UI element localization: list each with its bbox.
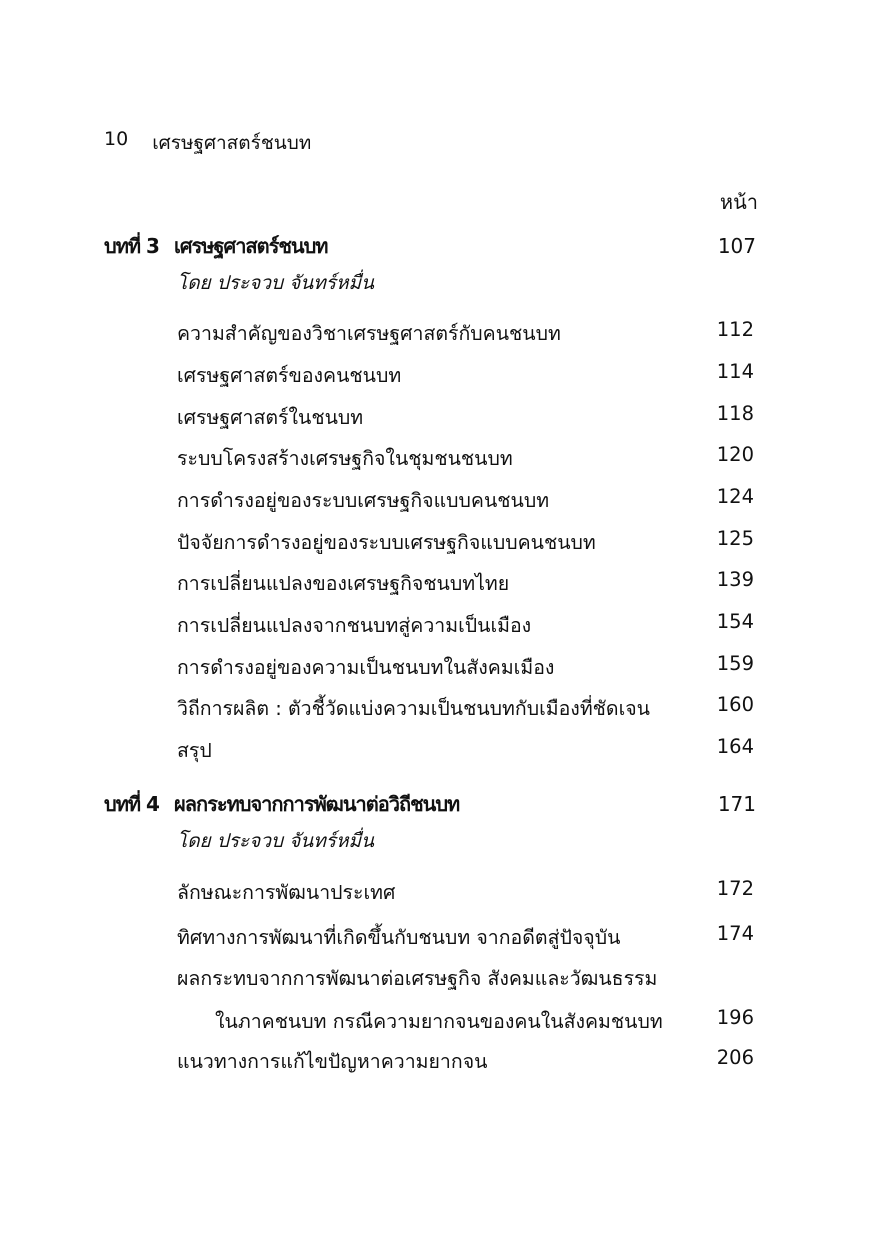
toc-entry-title: ความสำคัญของวิชาเศรษฐศาสตร์กับคนชนบท	[177, 322, 561, 345]
chapter-page: 171	[717, 792, 756, 816]
toc-entry-page: 120	[716, 443, 754, 466]
toc-entry	[177, 360, 754, 391]
chapter-author: โดย ประจวบ จันทร์หมื่น	[177, 830, 374, 852]
toc-entry-page: 114	[716, 360, 754, 383]
toc-entry-title: การเปลี่ยนแปลงของเศรษฐกิจชนบทไทย	[177, 572, 510, 595]
toc-entry-title: วิถีการผลิต : ตัวชี้วัดแบ่งความเป็นชนบทกับเมืองที่ชัดเจน	[177, 697, 650, 720]
toc-entry-title: เศรษฐศาสตร์ในชนบท	[177, 406, 364, 429]
toc-entry-title: ผลกระทบจากการพัฒนาต่อเศรษฐกิจ สังคมและวัฒนธรรม	[177, 967, 658, 990]
chapter-author: โดย ประจวบ จันทร์หมื่น	[177, 272, 374, 294]
toc-entry	[177, 610, 754, 641]
toc-entry	[177, 735, 754, 766]
toc-entry-title: การดำรงอยู่ของระบบเศรษฐกิจแบบคนชนบท	[177, 489, 550, 512]
toc-entry-page: 172	[716, 877, 754, 900]
toc-entry-page: 160	[716, 693, 754, 716]
running-head	[104, 128, 311, 158]
toc-entry-page: 159	[716, 652, 754, 675]
toc-entry	[177, 877, 754, 908]
chapter-label: บทที่ 3	[104, 234, 159, 258]
toc-entry	[177, 652, 754, 683]
toc-entry-page: 154	[716, 610, 754, 633]
toc-entry	[177, 318, 754, 349]
toc-entry-page: 174	[716, 922, 754, 945]
toc-entry	[177, 485, 754, 516]
toc-entry-title: ลักษณะการพัฒนาประเทศ	[177, 881, 396, 904]
toc-entry-page: 112	[716, 318, 754, 341]
toc-entry-title: เศรษฐศาสตร์ของคนชนบท	[177, 364, 402, 387]
toc-entry-title-continued: ในภาคชนบท กรณีความยากจนของคนในสังคมชนบท	[215, 1010, 663, 1033]
toc-entry-title: ระบบโครงสร้างเศรษฐกิจในชุมชนชนบท	[177, 447, 513, 470]
toc-entry	[177, 402, 754, 433]
toc-entry-title: สรุป	[177, 739, 212, 762]
toc-entry-page: 118	[716, 402, 754, 425]
chapter-page: 107	[717, 234, 756, 258]
toc-entry-title: การเปลี่ยนแปลงจากชนบทสู่ความเป็นเมือง	[177, 614, 532, 637]
toc-entry	[177, 693, 754, 724]
book-title: เศรษฐศาสตร์ชนบท	[152, 132, 312, 154]
toc-entry-title: การดำรงอยู่ของความเป็นชนบทในสังคมเมือง	[177, 656, 555, 679]
toc-entry	[177, 443, 754, 474]
chapter-heading	[104, 788, 756, 820]
chapter-label: บทที่ 4	[104, 792, 159, 816]
toc-entry-page: 206	[716, 1046, 754, 1069]
toc-entry	[177, 922, 754, 953]
toc-entry-page: 125	[716, 527, 754, 550]
chapter-title: เศรษฐศาสตร์ชนบท	[174, 234, 328, 258]
toc-entry-title: ทิศทางการพัฒนาที่เกิดขึ้นกับชนบท จากอดีตสู่ปัจจุบัน	[177, 926, 621, 949]
toc-entry	[177, 527, 754, 558]
toc-entry	[177, 1046, 754, 1077]
toc-entry-page: 124	[716, 485, 754, 508]
toc-entry	[177, 568, 754, 599]
chapter-title: ผลกระทบจากการพัฒนาต่อวิถีชนบท	[174, 792, 460, 816]
toc-entry-page: 139	[716, 568, 754, 591]
toc-entry-title: แนวทางการแก้ไขปัญหาความยากจน	[177, 1050, 488, 1073]
toc-entry-page: 196	[716, 1006, 754, 1029]
page-number: 10	[104, 128, 129, 150]
chapter-heading	[104, 230, 756, 262]
toc-entry-title: ปัจจัยการดำรงอยู่ของระบบเศรษฐกิจแบบคนชนบท	[177, 531, 596, 554]
toc-entry-page: 164	[716, 735, 754, 758]
page-column-label: หน้า	[719, 190, 758, 214]
toc-entry	[177, 963, 754, 1037]
